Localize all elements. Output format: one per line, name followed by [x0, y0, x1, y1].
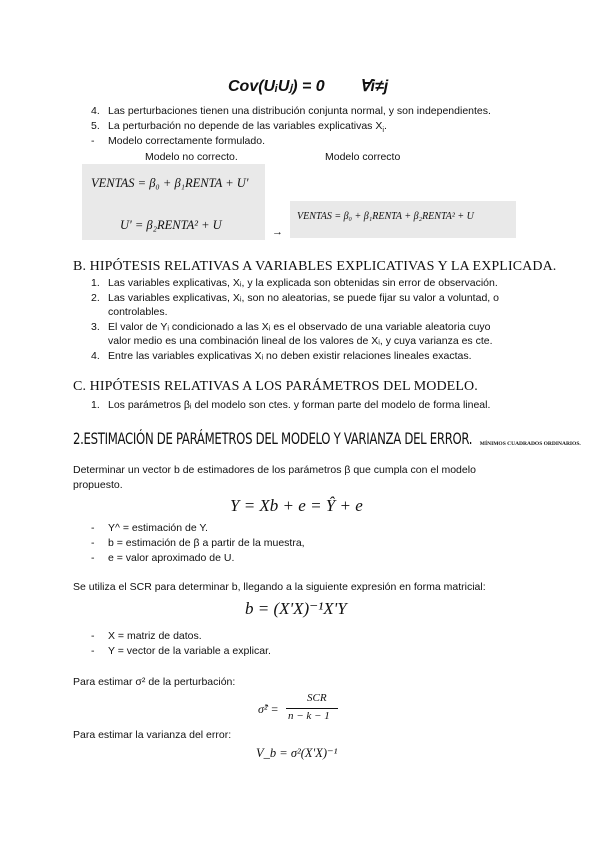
sigma-lhs: σ̂² =	[258, 702, 279, 716]
list-item: 1.	[91, 399, 100, 411]
list-item-text: Entre las variables explicativas Xᵢ no deben existir relaciones lineales exactas.	[108, 350, 472, 362]
error-term-equation: U' = β₂RENTA² + U	[120, 218, 222, 232]
covariance-formula	[228, 76, 388, 96]
list-item-text: Las variables explicativas, Xᵢ, y la explicada son obtenidas sin error de observación.	[108, 277, 498, 289]
list-item: 1.	[91, 277, 100, 289]
correct-model-equation: VENTAS = β₀ + β₁RENTA + β₂RENTA² + U	[297, 211, 474, 222]
fraction-bar	[286, 708, 338, 709]
list-item-text: Los parámetros βᵢ del modelo son ctes. y forman parte del modelo de forma lineal.	[108, 399, 491, 411]
intro-text-line-2: propuesto.	[73, 479, 123, 491]
definition-y-hat: Y^ = estimación de Y.	[108, 522, 208, 534]
list-item: 3.	[91, 321, 100, 333]
scr-text: Se utiliza el SCR para determinar b, llegando a la siguiente expresión en forma matricial:	[73, 581, 486, 593]
list-item-text: Modelo correctamente formulado.	[108, 135, 265, 147]
section-2-title: 2.ESTIMACIÓN DE PARÁMETROS DEL MODELO Y VARIANZA DEL ERROR. MÍNIMOS CUADRADOS ORDINARIOS.	[73, 430, 581, 449]
incorrect-model-box	[82, 164, 265, 240]
list-item-text: Las perturbaciones tienen una distribución conjunta normal, y son independientes.	[108, 105, 491, 117]
list-item: -	[91, 630, 95, 642]
incorrect-model-label: Modelo no correcto.	[145, 151, 238, 163]
list-item: 2.	[91, 292, 100, 304]
arrow-icon: →	[272, 226, 283, 238]
definition-b: b = estimación de β a partir de la muestra,	[108, 537, 305, 549]
definition-x: X = matriz de datos.	[108, 630, 202, 642]
definition-y: Y = vector de la variable a explicar.	[108, 645, 271, 657]
list-item: -	[91, 552, 95, 564]
correct-model-label: Modelo correcto	[325, 151, 401, 163]
list-item: 4.	[91, 105, 100, 117]
list-item: 5.	[91, 120, 100, 132]
main-model-equation: Y = Xb + e = Ŷ + e	[230, 496, 363, 515]
incorrect-model-equation: VENTAS = β₀ + β₁RENTA + U'	[91, 176, 249, 190]
definition-e: e = valor aproximado de U.	[108, 552, 235, 564]
variance-equation: V_b = σ²(X'X)⁻¹	[256, 746, 338, 760]
list-item: -	[91, 537, 95, 549]
list-item-text: La perturbación no depende de las variables explicativas $X_i$.	[108, 120, 387, 135]
section-c-title: C. HIPÓTESIS RELATIVAS A LOS PARÁMETROS DEL MODELO.	[73, 379, 478, 394]
list-item: -	[91, 135, 95, 147]
list-item: 4.	[91, 350, 100, 362]
variance-text: Para estimar la varianza del error:	[73, 729, 232, 741]
b-estimator-equation: b = (X'X)⁻¹X'Y	[245, 599, 347, 618]
sigma-numerator: SCR	[307, 692, 327, 704]
list-item-text: El valor de Yᵢ condicionado a las Xᵢ es el observado de una variable aleatoria cuyo	[108, 321, 491, 333]
sigma-text: Para estimar σ² de la perturbación:	[73, 676, 236, 688]
sigma-denominator: n − k − 1	[288, 710, 330, 722]
list-item-text: controlables.	[108, 306, 168, 318]
forall-condition: ∀i≠j	[359, 78, 389, 95]
correct-model-box	[290, 201, 516, 238]
section-b-title: B. HIPÓTESIS RELATIVAS A VARIABLES EXPLICATIVAS Y LA EXPLICADA.	[73, 259, 557, 274]
intro-text-line-1: Determinar un vector b de estimadores de los parámetros β que cumpla con el modelo	[73, 464, 476, 476]
list-item: -	[91, 522, 95, 534]
list-item: -	[91, 645, 95, 657]
list-item-text: valor medio es una combinación lineal de los valores de Xᵢ, y cuya varianza es cte.	[108, 335, 493, 347]
section-2-subtitle: MÍNIMOS CUADRADOS ORDINARIOS.	[479, 441, 581, 447]
list-item-text: Las variables explicativas, Xᵢ, son no aleatorias, se puede fijar su valor a voluntad, o	[108, 292, 499, 304]
covariance-expression: Cov(UᵢUⱼ) = 0	[228, 78, 325, 95]
